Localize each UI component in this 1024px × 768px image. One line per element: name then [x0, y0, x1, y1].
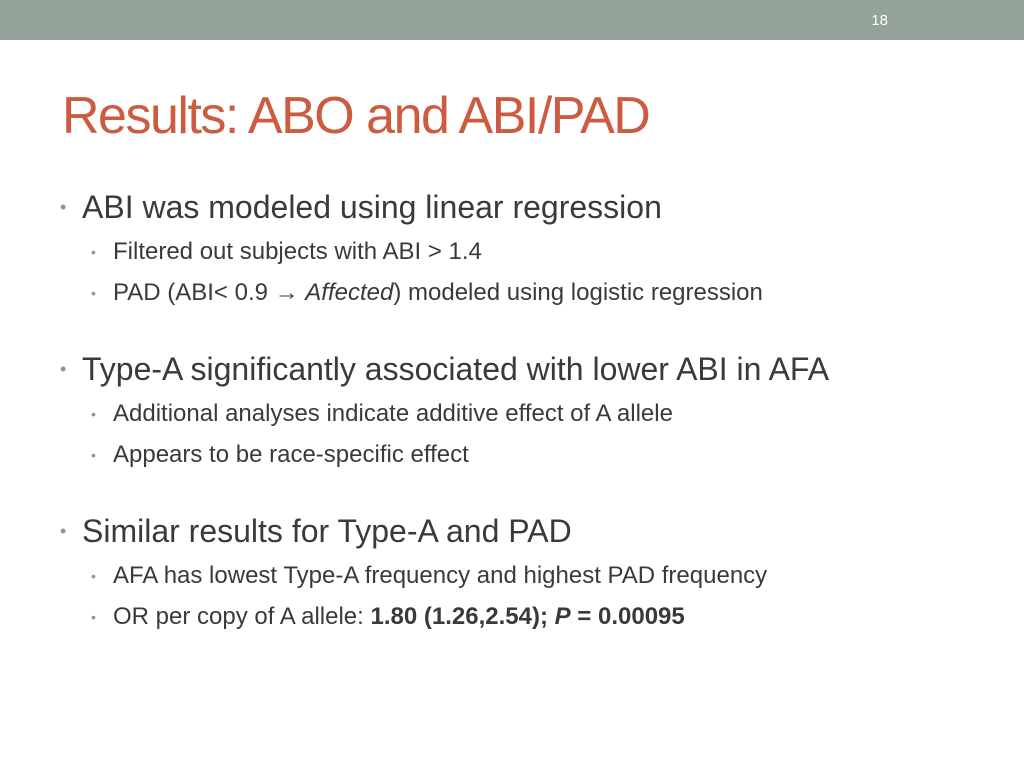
- sub-bullet-item: [60, 602, 980, 632]
- bullet-text: Similar results for Type-A and PAD: [82, 513, 572, 549]
- slide-content: [60, 188, 980, 674]
- bullet-dot-icon: •: [60, 359, 67, 379]
- bullet-dot-icon: •: [91, 609, 96, 625]
- p-value: = 0.00095: [570, 603, 685, 630]
- affected-term: Affected: [305, 279, 394, 306]
- sub-bullet-text: Appears to be race-specific effect: [113, 441, 469, 468]
- bullet-item: [60, 512, 980, 550]
- bullet-dot-icon: •: [91, 406, 96, 422]
- slide-number: 18: [871, 12, 888, 29]
- bullet-text: ABI was modeled using linear regression: [82, 189, 662, 225]
- bullet-group-1: [60, 188, 980, 308]
- bullet-dot-icon: •: [91, 447, 96, 463]
- sub-bullet-text: Additional analyses indicate additive effect of A allele: [113, 400, 673, 427]
- bullet-dot-icon: •: [91, 568, 96, 584]
- bullet-dot-icon: •: [60, 521, 67, 541]
- sub-bullet-item: [60, 399, 980, 429]
- bullet-group-2: [60, 350, 980, 470]
- bullet-dot-icon: •: [91, 285, 96, 301]
- sub-bullet-text: ) modeled using logistic regression: [393, 279, 763, 306]
- sub-bullet-item: [60, 440, 980, 470]
- p-symbol: P: [554, 603, 571, 630]
- bullet-group-3: [60, 512, 980, 632]
- bullet-dot-icon: •: [91, 244, 96, 260]
- sub-bullet-item: [60, 278, 980, 308]
- sub-bullet-text: Filtered out subjects with ABI > 1.4: [113, 238, 482, 265]
- bullet-item: [60, 350, 980, 388]
- sub-bullet-text: PAD (ABI< 0.9 →: [113, 279, 306, 306]
- slide-title: Results: ABO and ABI/PAD: [62, 87, 650, 145]
- sub-bullet-text: OR per copy of A allele:: [113, 603, 371, 630]
- bullet-item: [60, 188, 980, 226]
- sub-bullet-item: [60, 561, 980, 591]
- odds-ratio-value: 1.80 (1.26,2.54);: [370, 603, 555, 630]
- sub-bullet-item: [60, 237, 980, 267]
- top-bar: [0, 0, 1024, 40]
- bullet-dot-icon: •: [60, 197, 67, 217]
- bullet-text: Type-A significantly associated with lower ABI in AFA: [82, 351, 830, 387]
- sub-bullet-text: AFA has lowest Type-A frequency and highest PAD frequency: [113, 562, 768, 589]
